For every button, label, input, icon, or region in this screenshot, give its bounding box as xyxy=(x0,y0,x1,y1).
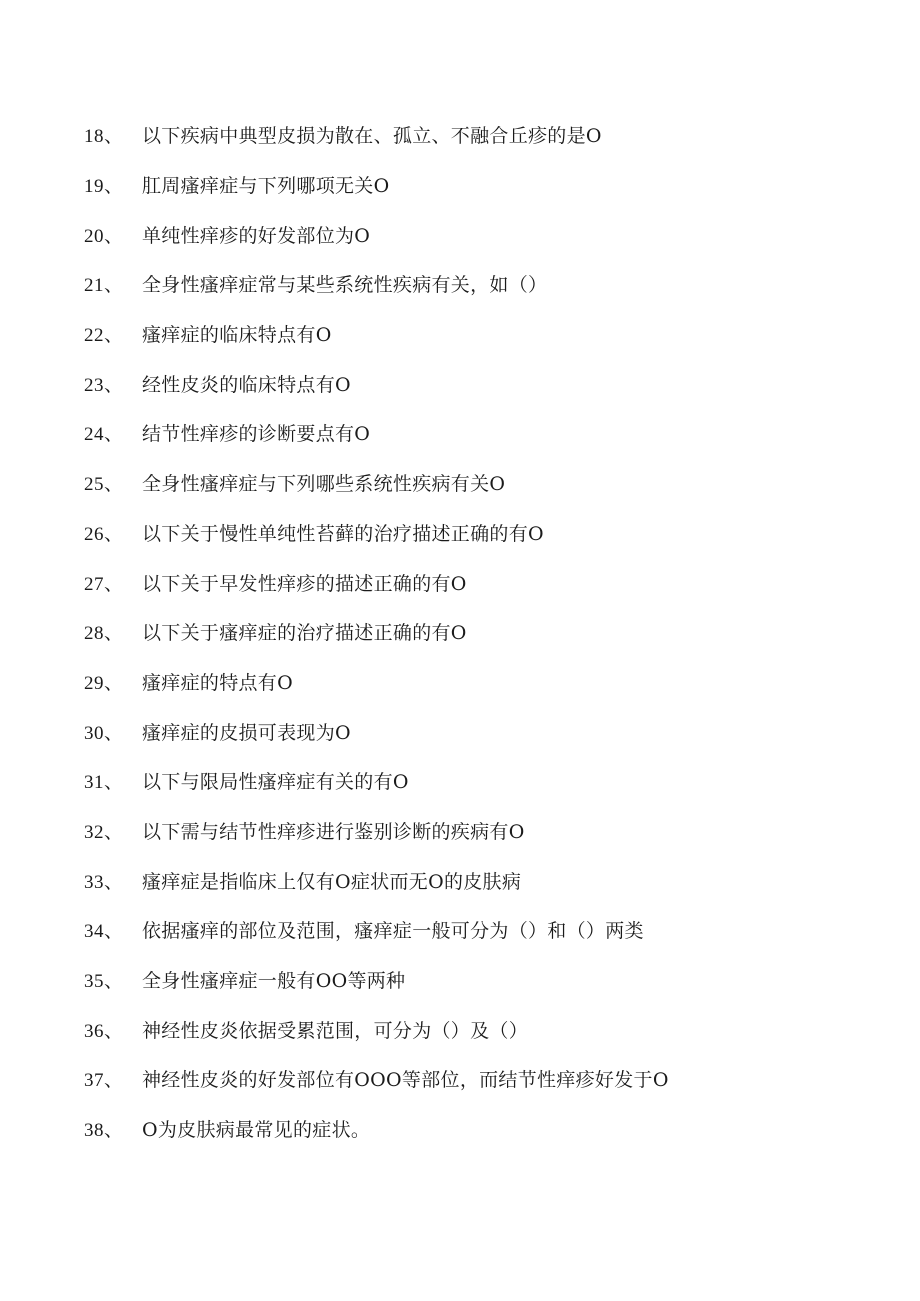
question-item xyxy=(84,360,884,410)
question-item xyxy=(84,112,884,162)
question-number: 26、 xyxy=(84,523,124,545)
question-number: 35、 xyxy=(84,971,124,993)
question-number: 32、 xyxy=(84,821,124,843)
question-text: 以下关于早发性痒疹的描述正确的有O xyxy=(142,572,467,595)
question-text: O为皮肤病最常见的症状。 xyxy=(142,1119,371,1142)
question-number: 30、 xyxy=(84,722,124,744)
question-item xyxy=(84,857,884,907)
question-item xyxy=(84,410,884,460)
question-text: 以下关于慢性单纯性苔藓的治疗描述正确的有O xyxy=(142,522,544,545)
question-text: 瘙痒症的皮损可表现为O xyxy=(142,721,351,744)
question-item xyxy=(84,1106,884,1156)
question-item xyxy=(84,907,884,957)
question-text: 以下与限局性瘙痒症有关的有O xyxy=(142,771,409,794)
question-number: 27、 xyxy=(84,573,124,595)
question-text: 结节性痒疹的诊断要点有O xyxy=(142,423,371,446)
question-text: 以下关于瘙痒症的治疗描述正确的有O xyxy=(142,622,467,645)
question-number: 29、 xyxy=(84,672,124,694)
question-text: 以下疾病中典型皮损为散在、孤立、不融合丘疹的是O xyxy=(142,125,602,148)
question-item xyxy=(84,510,884,560)
question-text: 单纯性痒疹的好发部位为O xyxy=(142,224,371,247)
question-text: 神经性皮炎依据受累范围，可分为（）及（） xyxy=(142,1019,529,1042)
question-item xyxy=(84,311,884,361)
question-item xyxy=(84,1056,884,1106)
question-number: 19、 xyxy=(84,176,124,198)
question-text: 以下需与结节性痒疹进行鉴别诊断的疾病有O xyxy=(142,820,525,843)
question-number: 24、 xyxy=(84,424,124,446)
question-text: 瘙痒症是指临床上仅有O症状而无O的皮肤病 xyxy=(142,870,522,893)
question-text: 经性皮炎的临床特点有O xyxy=(142,373,351,396)
question-item xyxy=(84,609,884,659)
question-text: 全身性瘙痒症常与某些系统性疾病有关，如（） xyxy=(142,274,548,297)
question-text: 依据瘙痒的部位及范围，瘙痒症一般可分为（）和（）两类 xyxy=(142,920,644,943)
question-number: 22、 xyxy=(84,325,124,347)
question-number: 36、 xyxy=(84,1020,124,1042)
question-number: 31、 xyxy=(84,772,124,794)
question-item xyxy=(84,957,884,1007)
question-text: 瘙痒症的临床特点有O xyxy=(142,324,332,347)
question-item xyxy=(84,708,884,758)
question-text: 肛周瘙痒症与下列哪项无关O xyxy=(142,175,390,198)
question-item xyxy=(84,211,884,261)
question-item xyxy=(84,659,884,709)
question-text: 全身性瘙痒症一般有OO等两种 xyxy=(142,970,406,993)
question-text: 全身性瘙痒症与下列哪些系统性疾病有关O xyxy=(142,473,506,496)
question-item xyxy=(84,460,884,510)
question-text: 瘙痒症的特点有O xyxy=(142,671,293,694)
question-number: 28、 xyxy=(84,623,124,645)
question-item xyxy=(84,261,884,311)
question-item xyxy=(84,559,884,609)
question-number: 18、 xyxy=(84,126,124,148)
question-number: 23、 xyxy=(84,374,124,396)
question-number: 38、 xyxy=(84,1120,124,1142)
question-text: 神经性皮炎的好发部位有OOO等部位，而结节性痒疹好发于O xyxy=(142,1069,669,1092)
question-item xyxy=(84,808,884,858)
question-number: 33、 xyxy=(84,871,124,893)
question-list xyxy=(84,112,884,1155)
question-number: 21、 xyxy=(84,275,124,297)
question-item xyxy=(84,758,884,808)
question-number: 20、 xyxy=(84,225,124,247)
question-number: 37、 xyxy=(84,1070,124,1092)
question-number: 25、 xyxy=(84,474,124,496)
question-item xyxy=(84,162,884,212)
question-item xyxy=(84,1006,884,1056)
question-number: 34、 xyxy=(84,921,124,943)
